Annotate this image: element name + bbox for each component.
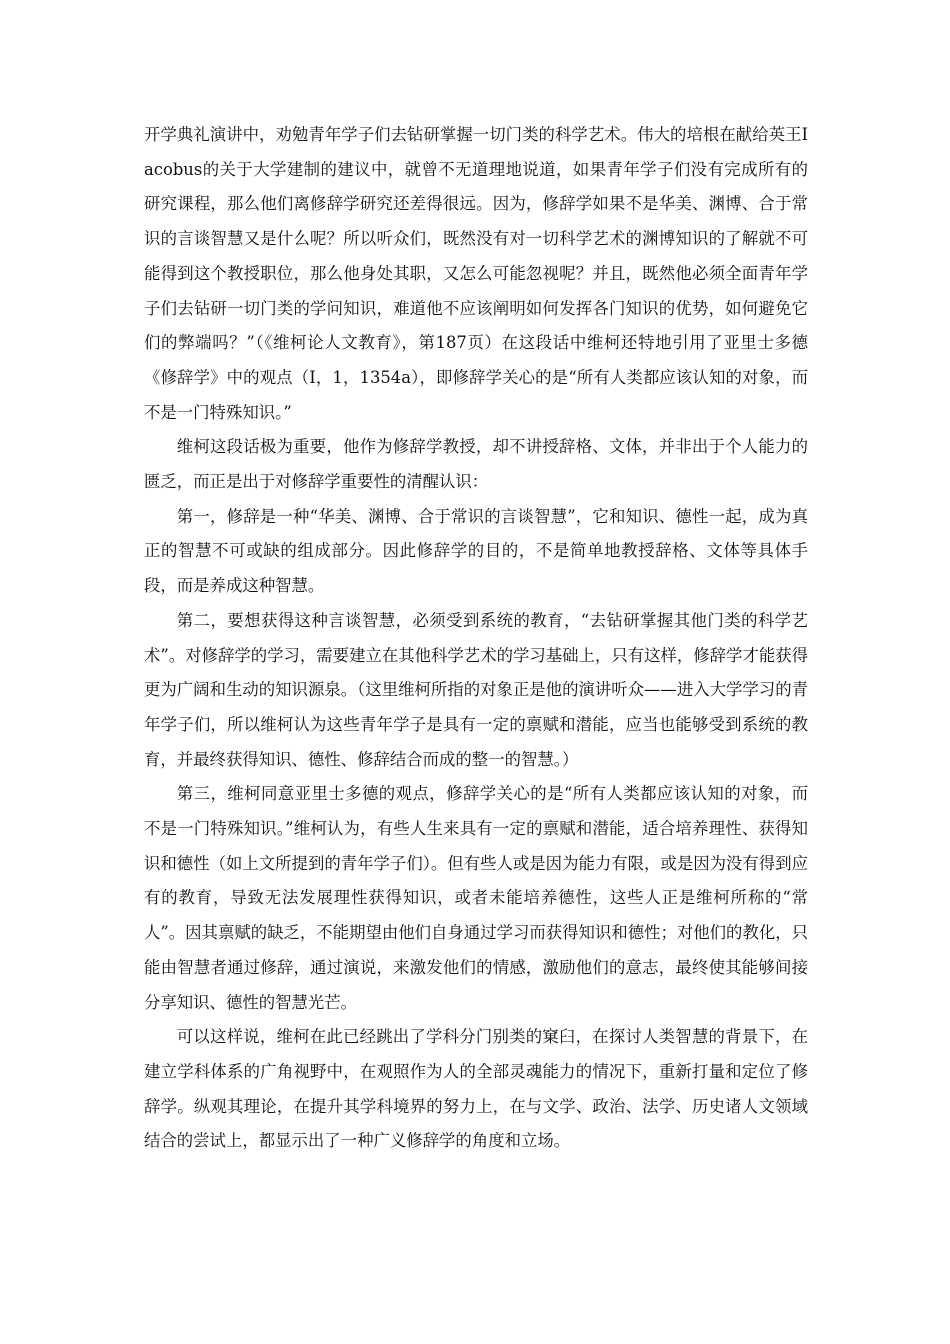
paragraph-point-two: 第二，要想获得这种言谈智慧，必须受到系统的教育，“去钻研掌握其他门类的科学艺术”。对修辞学的学习，需要建立在其他科学艺术的学习基础上，只有这样，修辞学才能获得更为广阔和生动的知识源泉。（这里维柯所指的对象正是他的演讲听众——进入大学学习的青年学子们，所以维柯认为这些青年学子是具有一定的禀赋和潜能，应当也能够受到系统的教育，并最终获得知识、德性、修辞结合而成的整一的智慧。） (144, 610, 809, 769)
paragraph-point-one: 第一，修辞是一种“华美、渊博、合于常识的言谈智慧”，它和知识、德性一起，成为真正的智慧不可或缺的组成部分。因此修辞学的目的，不是简单地教授辞格、文体等具体手段，而是养成这种智慧。 (144, 506, 808, 596)
paragraph-point-three: 第三，维柯同意亚里士多德的观点，修辞学关心的是“所有人类都应该认知的对象，而不是一门特殊知识。”维柯认为，有些人生来具有一定的禀赋和潜能，适合培养理性、获得知识和德性（如上文所提到的青年学子们）。但有些人或是因为能力有限，或是因为没有得到应有的教育，导致无法发展理性获得知识，或者未能培养德性，这些人正是维柯所称的“常人”。因其禀赋的缺乏，不能期望由他们自身通过学习而获得知识和德性；对他们的教化，只能由智慧者通过修辞，通过演说，来激发他们的情感，激励他们的意志，最终使其能够间接分享知识、德性的智慧光芒。 (144, 784, 809, 1012)
document-page (144, 118, 808, 1159)
paragraph-continuation: 开学典礼演讲中，劝勉青年学子们去钻研掌握一切门类的科学艺术。伟大的培根在献给英王Iacobus的关于大学建制的建议中，就曾不无道理地说道，如果青年学子们没有完成所有的研究课程，那么他们离修辞学研究还差得很远。因为，修辞学如果不是华美、渊博、合于常识的言谈智慧又是什么呢？所以听众们，既然没有对一切科学艺术的渊博知识的了解就不可能得到这个教授职位，那么他身处其职，又怎么可能忽视呢？并且，既然他必须全面青年学子们去钻研一切门类的学问知识，难道他不应该阐明如何发挥各门知识的优势，如何避免它们的弊端吗？”（《维柯论人文教育》，第187页）在这段话中维柯还特地引用了亚里士多德《修辞学》中的观点（I，1，1354a），即修辞学关心的是“所有人类都应该认知的对象，而不是一门特殊知识。” (144, 125, 808, 422)
paragraph-conclusion: 可以这样说，维柯在此已经跳出了学科分门别类的窠臼，在探讨人类智慧的背景下，在建立学科体系的广角视野中，在观照作为人的全部灵魂能力的情况下，重新打量和定位了修辞学。纵观其理论，在提升其学科境界的努力上，在与文学、政治、法学、历史诸人文领域结合的尝试上，都显示出了一种广义修辞学的角度和立场。 (144, 1027, 808, 1151)
paragraph-significance: 维柯这段话极为重要，他作为修辞学教授，却不讲授辞格、文体，并非出于个人能力的匮乏，而正是出于对修辞学重要性的清醒认识： (144, 437, 808, 492)
